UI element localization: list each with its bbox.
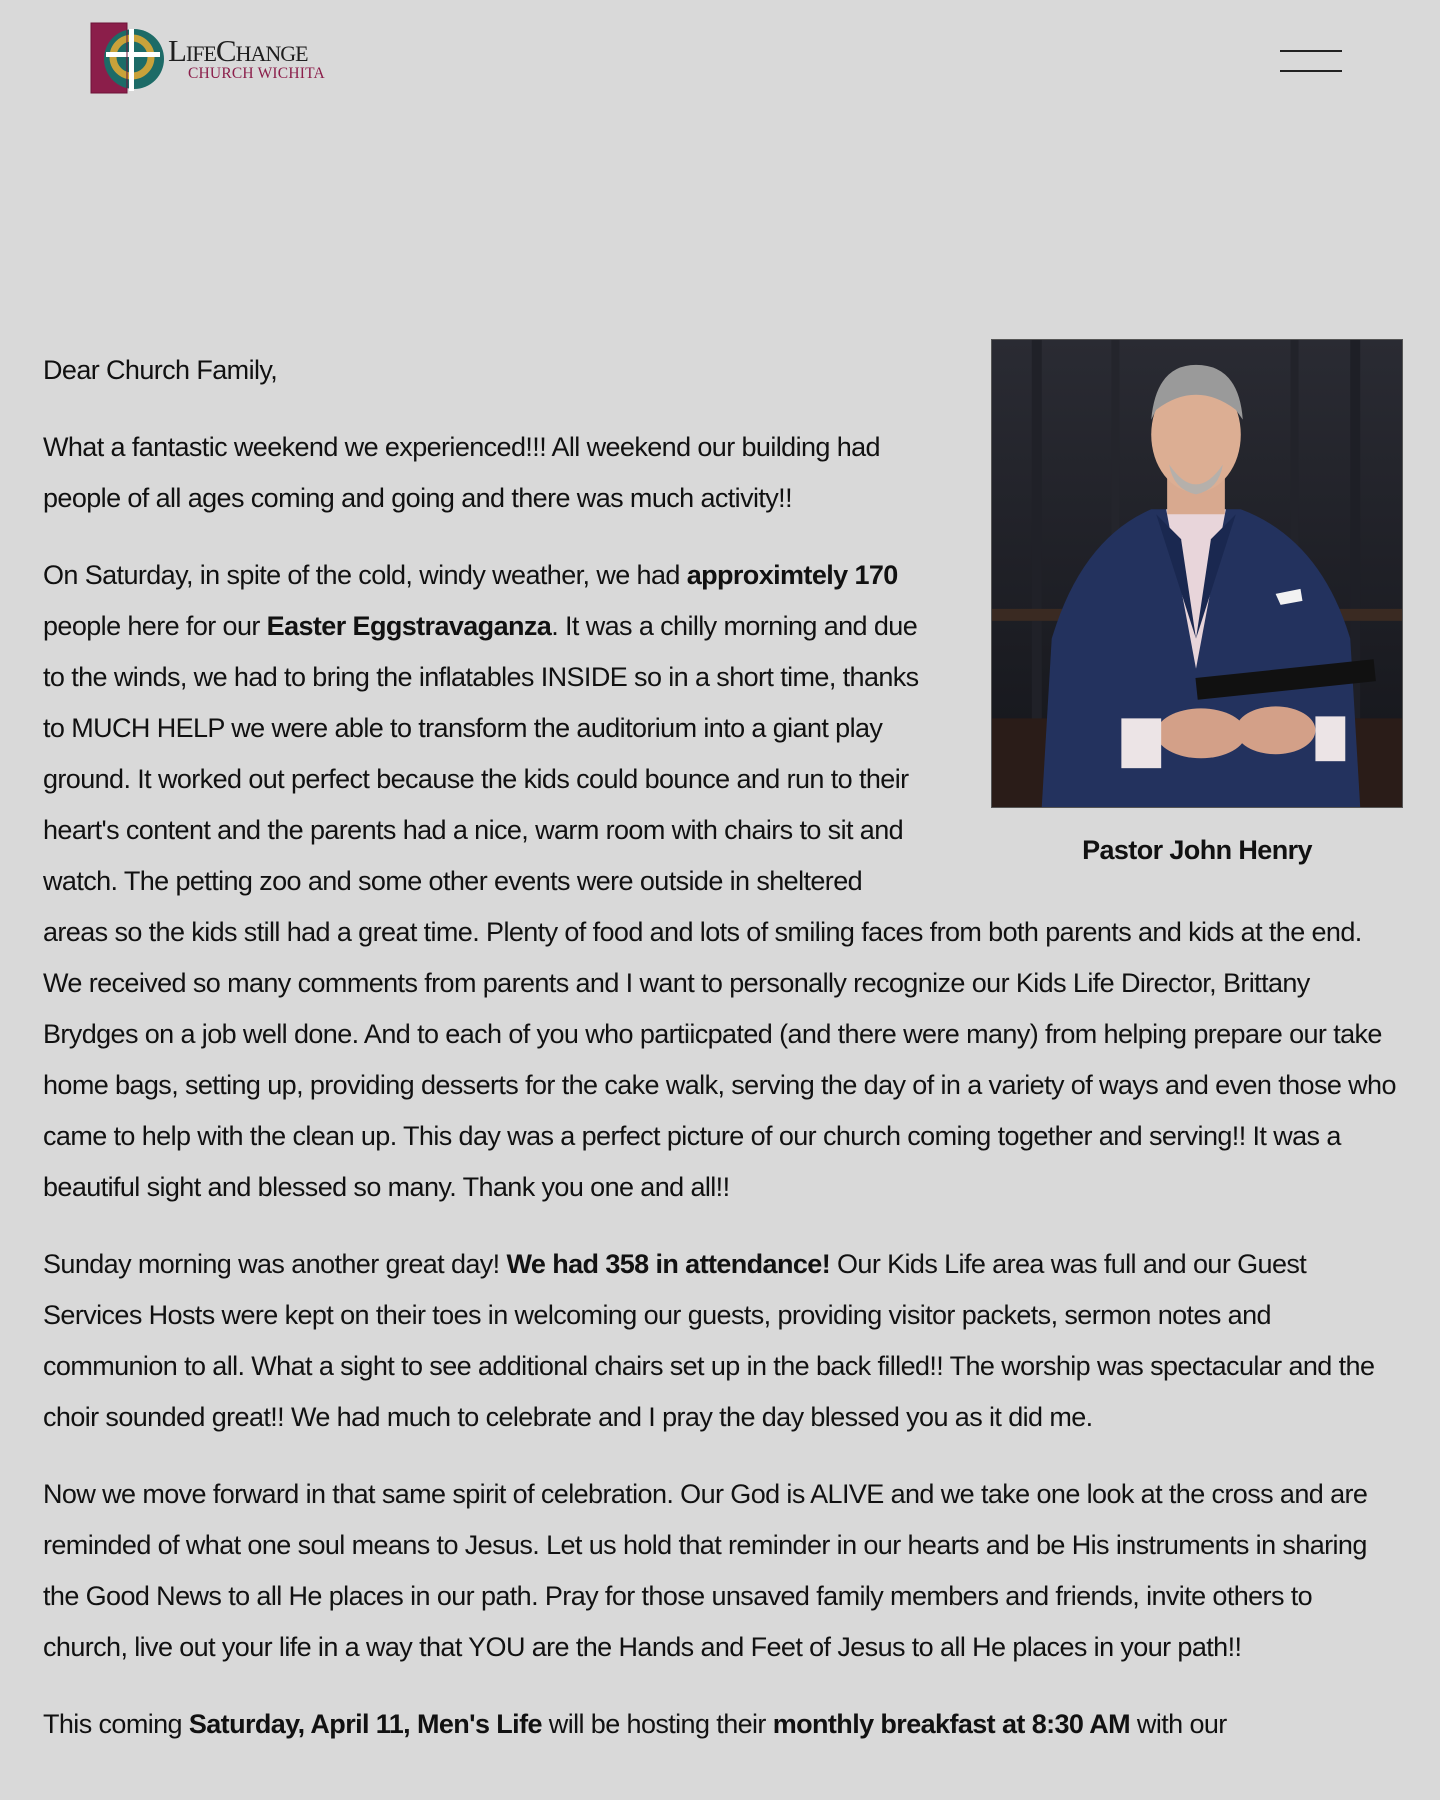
p3-text-c: Our Kids Life area was full and our Guest Services Hosts were kept on their toes in welcoming our guests, providing visitor packets, sermon notes and communion to all. What a sight to see additional chairs set up in the back filled!! The worship was spectacular and the choir sounded great!! We had much to celebrate and I pray the day blessed you as it did me.: [43, 1249, 1375, 1432]
menu-line-bottom: [1280, 70, 1342, 72]
p5-text-e: with our: [1130, 1709, 1227, 1739]
letter-paragraph-4: Now we move forward in that same spirit of celebration. Our God is ALIVE and we take one look at the cross and are reminded of what one soul means to Jesus. Let us hold that reminder in our hearts and be His instruments in sharing the Good News to all He places in our path. Pray for those unsaved family members and friends, invite others to church, live out your life in a way that YOU are the Hands and Feet of Jesus to all He places in your path!!: [43, 1479, 1368, 1662]
pastor-figure: [991, 339, 1403, 866]
p2-text-e: . It was a chilly morning and due to the winds, we had to bring the inflatables INSIDE so in a short time, thanks to MUCH HELP we were able to transform the auditorium into a giant play ground. It worked out perfect because the kids could bounce and run to their heart's content and the parents had a nice, warm room with chairs to sit and watch. The petting zoo and some other events were outside in sheltered areas so the kids still had a great time. Plenty of food and lots of smiling faces from both parents and kids at the end. We received so many comments from parents and I want to personally recognize our Kids Life Director, Brittany Brydges on a job well done. And to each of you who partiicpated (and there were many) from helping prepare our take home bags, setting up, providing desserts for the cake walk, serving the day of in a variety of ways and even those who came to help with the clean up. This day was a perfect picture of our church coming together and serving!! It was a beautiful sight and blessed so many. Thank you one and all!!: [43, 611, 1396, 1202]
menu-line-top: [1280, 50, 1342, 52]
p2-text-a: On Saturday, in spite of the cold, windy weather, we had: [43, 560, 687, 590]
letter-content: [43, 345, 1403, 1776]
logo-subtitle: CHURCH WICHITA: [188, 64, 325, 82]
letter-paragraph-5: [43, 1699, 1403, 1750]
logo-cross-emblem-icon: [88, 19, 166, 97]
p5-event-date: Saturday, April 11, Men's Life: [188, 1709, 542, 1739]
pastor-caption: Pastor John Henry: [1082, 835, 1312, 865]
p3-text-a: Sunday morning was another great day!: [43, 1249, 507, 1279]
site-header: [0, 0, 1440, 130]
p2-event-name: Easter Eggstravaganza: [266, 611, 552, 641]
p5-text-c: will be hosting their: [541, 1709, 773, 1739]
letter-paragraph-3: [43, 1239, 1403, 1443]
p2-text-c: people here for our: [43, 611, 267, 641]
letter-paragraph-1: What a fantastic weekend we experienced!!! All weekend our building had people of all ages coming and going and there was much activity!!: [43, 432, 880, 513]
p3-attendance: We had 358 in attendance!: [506, 1249, 831, 1279]
logo-name: LifeChange: [168, 32, 308, 68]
hamburger-menu-icon[interactable]: [1280, 46, 1344, 76]
p5-breakfast-time: monthly breakfast at 8:30 AM: [772, 1709, 1131, 1739]
p5-text-a: This coming: [43, 1709, 189, 1739]
letter-greeting: Dear Church Family,: [43, 355, 278, 385]
church-logo[interactable]: [88, 18, 348, 98]
pastor-photo: [991, 339, 1403, 808]
logo-text: [168, 32, 325, 82]
p2-attendance-count: approximtely 170: [686, 560, 898, 590]
